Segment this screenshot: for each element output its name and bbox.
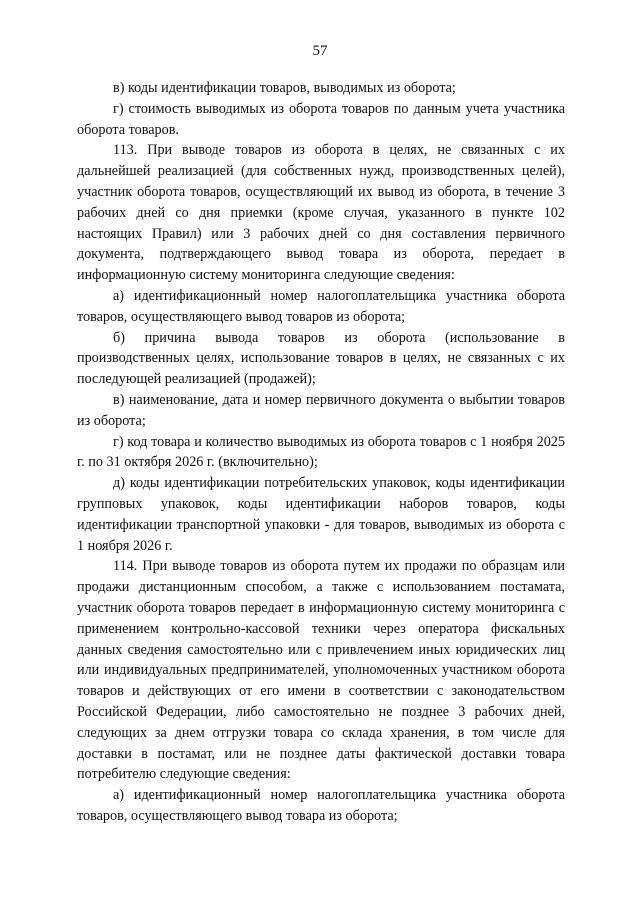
paragraph-item-a: а) идентификационный номер налогоплательщика участника оборота товаров, осуществляющего вывод товаров из оборота; (77, 287, 565, 325)
paragraph-item-d: д) коды идентификации потребительских упаковок, коды идентификации групповых упаковок, коды идентификации наборов товаров, коды идентификации транспортной упаковки - для товаров, выводимых из оборота с 1 ноября 2026 г. (77, 475, 565, 554)
paragraph-item-g-2: г) код товара и количество выводимых из оборота товаров с 1 ноября 2025 г. по 31 октября 2026 г. (включительно); (77, 433, 565, 471)
paragraph-item-g: г) стоимость выводимых из оборота товаров по данным учета участника оборота товаров. (77, 100, 565, 138)
page-number: 57 (312, 43, 328, 59)
document-body (77, 78, 565, 827)
paragraph-clause-113: 113. При выводе товаров из оборота в целях, не связанных с их дальнейшей реализацией (для собственных нужд, производственных целей), участник оборота товаров, осуществляющий их вывод из оборота, в течение 3 рабочих дней со дня приемки (кроме случая, указанного в пункте 102 настоящих Правил) или 3 рабочих дней со дня составления первичного документа, подтверждающего вывод товара из оборота, передает в информационную систему мониторинга следующие сведения: (77, 142, 565, 284)
paragraph-item-b: б) причина вывода товаров из оборота (использование в производственных целях, использование товаров в целях, не связанных с их последующей реализацией (продажей); (77, 329, 565, 388)
paragraph-item-v: в) коды идентификации товаров, выводимых из оборота; (113, 80, 456, 96)
paragraph-item-a-2: а) идентификационный номер налогоплательщика участника оборота товаров, осуществляющего вывод товара из оборота; (77, 787, 565, 824)
paragraph-clause-114: 114. При выводе товаров из оборота путем их продажи по образцам или продажи дистанционным способом, а также с использованием постамата, участник оборота товаров передает в информационную систему мониторинга с применением контрольно-кассовой техники через оператора фискальных данных сведения самостоятельно или с привлечением иных юридических лиц или индивидуальных предпринимателей, уполномоченных участником оборота товаров и действующих от его имени в соответствии с законодательством Российской Федерации, либо самостоятельно не позднее 3 рабочих дней, следующих за днем отгрузки товара со склада хранения, в том числе для доставки в постамат, или не позднее даты фактической доставки товара потребителю следующие сведения: (77, 558, 565, 783)
paragraph-item-v-2: в) наименование, дата и номер первичного документа о выбытии товаров из оборота; (77, 391, 565, 429)
